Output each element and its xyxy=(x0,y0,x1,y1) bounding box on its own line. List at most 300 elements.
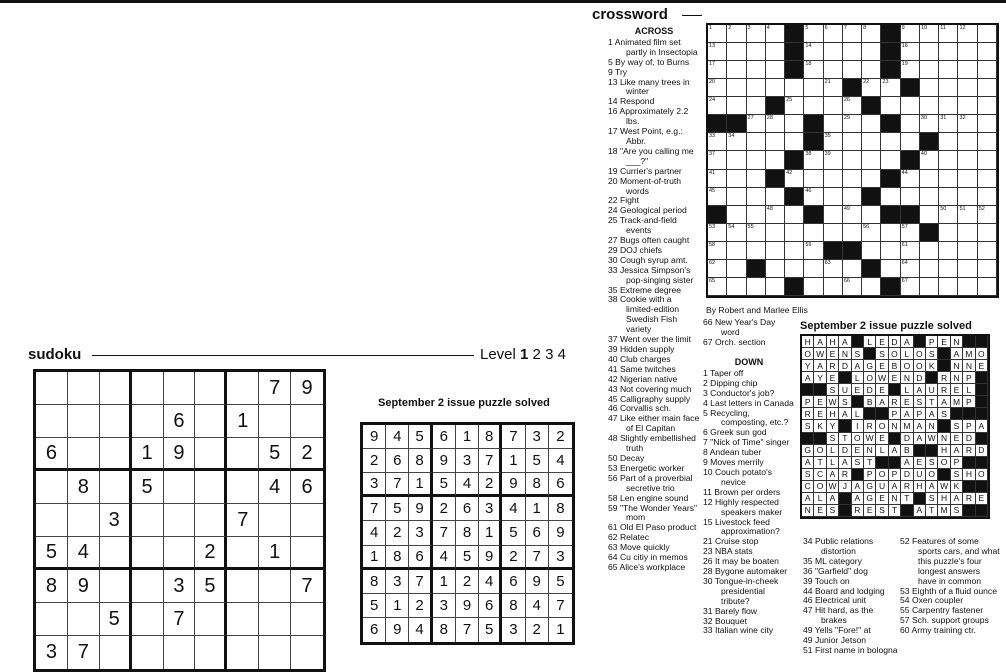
crossword-solution-cell: G xyxy=(802,445,814,457)
crossword-solution-cell: P xyxy=(926,336,938,348)
sudoku-cell: 3 xyxy=(164,570,196,603)
sudoku-solution-cell: 1 xyxy=(409,473,432,497)
clue: 35 ML category xyxy=(803,555,862,566)
sudoku-cell xyxy=(259,603,291,636)
crossword-cell xyxy=(766,188,785,206)
sudoku-solution-cell: 9 xyxy=(433,449,456,473)
crossword-cell xyxy=(862,133,881,151)
crossword-cell xyxy=(843,224,862,242)
sudoku-solution-cell: 3 xyxy=(479,497,502,521)
crossword-cell xyxy=(862,206,881,224)
crossword-solution-cell: D xyxy=(839,445,851,457)
crossword-solution-cell: E xyxy=(814,396,826,408)
crossword-cell xyxy=(843,115,862,133)
crossword-cell xyxy=(785,25,804,43)
crossword-solution-cell: P xyxy=(914,408,926,420)
sudoku-cell xyxy=(132,372,164,405)
clue: 45 Calligraphy supply xyxy=(608,393,691,404)
crossword-solution-cell: O xyxy=(914,348,926,360)
sudoku-solution-cell: 6 xyxy=(386,449,409,473)
crossword-solution-cell: S xyxy=(951,505,963,517)
crossword-cell xyxy=(824,278,843,296)
clue-number: 67 xyxy=(901,277,908,284)
clue: 1 Taper off xyxy=(703,367,744,378)
crossword-cell xyxy=(824,188,843,206)
crossword-solution-cell: S xyxy=(938,408,950,420)
crossword-solution-cell: E xyxy=(827,348,839,360)
clue-number: 23 xyxy=(882,79,889,86)
crossword-cell xyxy=(920,79,939,97)
sudoku-cell: 2 xyxy=(291,438,323,471)
crossword-cell xyxy=(804,97,823,115)
crossword-cell xyxy=(766,151,785,169)
level-2: 2 xyxy=(532,346,541,363)
clue-number: 50 xyxy=(940,205,947,212)
crossword-cell xyxy=(804,170,823,188)
crossword-cell xyxy=(862,151,881,169)
crossword-solution-cell: E xyxy=(876,360,888,372)
clue: 7 "Nick of Time" singer xyxy=(703,437,790,448)
clue: 19 Currier's partner xyxy=(608,165,682,176)
clue: 66 New Year's Day word xyxy=(703,317,776,337)
clue-number: 37 xyxy=(709,151,716,158)
crossword-solution-cell: S xyxy=(914,396,926,408)
clue-number: 20 xyxy=(709,79,716,86)
crossword-cell xyxy=(958,115,977,133)
crossword-cell xyxy=(958,260,977,278)
crossword-cell xyxy=(901,278,920,296)
crossword-cell xyxy=(824,170,843,188)
sudoku-solution-title: September 2 issue puzzle solved xyxy=(378,397,550,409)
crossword-solution-cell: O xyxy=(876,420,888,432)
crossword-cell xyxy=(939,242,958,260)
crossword-cell xyxy=(824,43,843,61)
crossword-solution-cell: L xyxy=(876,445,888,457)
crossword-cell xyxy=(920,133,939,151)
crossword-solution-cell: R xyxy=(963,445,975,457)
clue-number: 65 xyxy=(709,277,716,284)
crossword-solution-cell: T xyxy=(926,396,938,408)
sudoku-cell: 5 xyxy=(36,537,68,570)
clue: 47 Hit hard, as the brakes xyxy=(803,605,874,626)
sudoku-solution-cell: 4 xyxy=(549,449,572,473)
crossword-solution-cell: L xyxy=(901,384,913,396)
crossword-solution-cell: N xyxy=(938,433,950,445)
crossword-cell xyxy=(727,170,746,188)
sudoku-solution-cell: 4 xyxy=(386,425,409,449)
clue: 18 "Are you calling me ___?" xyxy=(608,145,694,166)
crossword-cell xyxy=(881,133,900,151)
crossword-cell xyxy=(804,43,823,61)
clue-number: 58 xyxy=(709,241,716,248)
sudoku-cell xyxy=(36,471,68,504)
crossword-solution-cell: L xyxy=(852,372,864,384)
sudoku-cell: 2 xyxy=(195,537,227,570)
crossword-cell xyxy=(939,151,958,169)
crossword-solution-cell: J xyxy=(839,481,851,493)
crossword-solution-cell: E xyxy=(876,493,888,505)
clue: 2 Dipping chip xyxy=(703,377,758,388)
sudoku-cell xyxy=(195,471,227,504)
sudoku-solution-cell: 2 xyxy=(433,497,456,521)
sudoku-solution-cell: 8 xyxy=(409,449,432,473)
crossword-solution-cell: H xyxy=(938,445,950,457)
crossword-cell xyxy=(862,260,881,278)
clue: 64 Cu citiy in memos xyxy=(608,552,688,563)
crossword-solution-cell xyxy=(938,360,950,372)
crossword-cell xyxy=(978,97,997,115)
crossword-cell xyxy=(958,278,977,296)
sudoku-solution-cell: 3 xyxy=(363,473,386,497)
crossword-cell xyxy=(804,115,823,133)
crossword-cell xyxy=(766,170,785,188)
sudoku-cell xyxy=(68,405,100,438)
sudoku-solution-cell: 5 xyxy=(433,473,456,497)
crossword-cell xyxy=(785,61,804,79)
sudoku-cell xyxy=(227,372,259,405)
crossword-solution-cell: D xyxy=(976,445,988,457)
sudoku-solution-cell: 5 xyxy=(409,425,432,449)
sudoku-cell: 1 xyxy=(132,438,164,471)
clue-number: 17 xyxy=(709,61,716,68)
crossword-solution-cell: E xyxy=(976,493,988,505)
crossword-solution-cell: A xyxy=(802,457,814,469)
clue-number: 64 xyxy=(901,259,908,266)
crossword-solution-cell xyxy=(976,384,988,396)
crossword-solution-cell: P xyxy=(802,396,814,408)
clue: 9 Moves merrily xyxy=(703,457,764,468)
sudoku-solution-cell: 9 xyxy=(363,425,386,449)
crossword-cell xyxy=(978,188,997,206)
sudoku-solution-cell: 1 xyxy=(363,546,386,570)
crossword-cell xyxy=(881,25,900,43)
crossword-solution-cell: E xyxy=(827,372,839,384)
crossword-solution-cell xyxy=(802,433,814,445)
crossword-cell xyxy=(843,43,862,61)
sudoku-solution-cell: 6 xyxy=(363,618,386,642)
crossword-cell xyxy=(747,224,766,242)
crossword-cell xyxy=(766,224,785,242)
clue-number: 12 xyxy=(959,25,966,31)
sudoku-solution-cell: 9 xyxy=(456,594,479,618)
clue: 30 Tongue-in-cheek presidential tribute? xyxy=(703,575,779,606)
crossword-cell xyxy=(978,170,997,188)
sudoku-cell: 9 xyxy=(68,570,100,603)
crossword-solution-cell: A xyxy=(876,396,888,408)
sudoku-cell xyxy=(164,471,196,504)
sudoku-solution-cell: 9 xyxy=(386,618,409,642)
crossword-solution-cell xyxy=(864,408,876,420)
crossword-cell xyxy=(901,43,920,61)
crossword-cell xyxy=(747,79,766,97)
sudoku-solution-cell: 5 xyxy=(386,497,409,521)
level-label xyxy=(480,346,566,363)
crossword-cell xyxy=(708,224,727,242)
crossword-solution-cell xyxy=(963,481,975,493)
sudoku-cell xyxy=(164,372,196,405)
crossword-solution-cell: R xyxy=(827,360,839,372)
crossword-solution-cell: S xyxy=(926,348,938,360)
crossword-cell xyxy=(843,260,862,278)
sudoku-solution-cell: 2 xyxy=(549,425,572,449)
sudoku-solution-cell: 3 xyxy=(409,521,432,545)
crossword-cell xyxy=(920,25,939,43)
crossword-cell xyxy=(881,79,900,97)
crossword-cell xyxy=(708,79,727,97)
sudoku-cell xyxy=(100,471,132,504)
crossword-cell xyxy=(901,25,920,43)
crossword-solution-cell: U xyxy=(876,481,888,493)
clue-number: 21 xyxy=(824,79,831,86)
clue-number: 6 xyxy=(824,25,828,31)
clue: 33 Italian wine city xyxy=(703,625,774,636)
crossword-solution-cell: D xyxy=(864,384,876,396)
crossword-solution-cell: R xyxy=(889,396,901,408)
sudoku-title-rule xyxy=(92,355,474,356)
crossword-solution-cell xyxy=(889,384,901,396)
across-clues xyxy=(608,27,700,573)
clue: 56 Part of a proverbial secretive trio xyxy=(608,472,693,493)
sudoku-cell: 6 xyxy=(291,471,323,504)
crossword-cell xyxy=(727,115,746,133)
sudoku-solution-cell: 7 xyxy=(433,521,456,545)
crossword-cell xyxy=(708,61,727,79)
crossword-cell xyxy=(920,61,939,79)
crossword-solution-cell: P xyxy=(889,408,901,420)
clue-number: 31 xyxy=(940,115,947,122)
crossword-cell xyxy=(843,206,862,224)
crossword-solution-cell: S xyxy=(926,493,938,505)
clue: 51 First name in bologna xyxy=(803,644,898,655)
sudoku-solution-cell: 4 xyxy=(479,570,502,594)
sudoku-cell: 7 xyxy=(227,504,259,537)
clue: 38 Cookie with a limited-edition Swedish Fish variety xyxy=(608,294,680,335)
crossword-solution-cell: S xyxy=(852,348,864,360)
sudoku-solution-cell: 2 xyxy=(479,473,502,497)
crossword-solution-cell: A xyxy=(926,408,938,420)
crossword-solution-cell: S xyxy=(802,469,814,481)
clue-number: 32 xyxy=(959,115,966,122)
crossword-solution-cell: O xyxy=(938,457,950,469)
clue: 3 Conductor's job? xyxy=(703,387,775,398)
crossword-cell xyxy=(862,188,881,206)
crossword-solution-cell xyxy=(852,336,864,348)
clue-number: 49 xyxy=(843,205,850,212)
crossword-cell xyxy=(862,25,881,43)
clue-number: 18 xyxy=(805,61,812,68)
sudoku-solution-cell: 4 xyxy=(409,618,432,642)
sudoku-cell: 7 xyxy=(164,603,196,636)
sudoku-solution-cell: 1 xyxy=(433,570,456,594)
sudoku-cell: 1 xyxy=(259,537,291,570)
crossword-cell xyxy=(978,206,997,224)
crossword-cell xyxy=(881,242,900,260)
sudoku-solution-cell: 3 xyxy=(386,570,409,594)
sudoku-cell xyxy=(132,603,164,636)
sudoku-cell xyxy=(132,636,164,669)
sudoku-solution-cell: 3 xyxy=(549,546,572,570)
crossword-cell xyxy=(785,206,804,224)
crossword-cell xyxy=(824,242,843,260)
crossword-cell xyxy=(804,260,823,278)
crossword-cell xyxy=(708,188,727,206)
crossword-solution-cell: N xyxy=(901,372,913,384)
crossword-solution-cell: L xyxy=(852,408,864,420)
crossword-solution-cell xyxy=(901,505,913,517)
crossword-cell xyxy=(708,260,727,278)
crossword-cell xyxy=(747,61,766,79)
sudoku-cell xyxy=(132,504,164,537)
crossword-cell xyxy=(978,260,997,278)
sudoku-cell xyxy=(100,537,132,570)
crossword-cell xyxy=(920,115,939,133)
crossword-solution-cell: B xyxy=(864,396,876,408)
sudoku-cell xyxy=(36,504,68,537)
clue-number: 13 xyxy=(709,43,716,50)
sudoku-solution-cell: 2 xyxy=(456,570,479,594)
crossword-solution-cell: W xyxy=(827,396,839,408)
crossword-solution-cell: A xyxy=(938,396,950,408)
clue-number: 34 xyxy=(728,133,735,140)
crossword-cell xyxy=(862,224,881,242)
crossword-solution-cell: A xyxy=(839,457,851,469)
clue-number: 24 xyxy=(709,97,716,104)
crossword-solution-cell: E xyxy=(814,408,826,420)
crossword-solution-cell: D xyxy=(914,372,926,384)
crossword-solution-cell: K xyxy=(951,481,963,493)
clue: 16 Approximately 2.2 lbs. xyxy=(608,106,689,127)
crossword-cell xyxy=(727,43,746,61)
crossword-cell xyxy=(824,133,843,151)
clue: 8 Andean tuber xyxy=(703,447,762,458)
clue: 39 Touch on xyxy=(803,575,850,586)
crossword-cell xyxy=(843,151,862,169)
sudoku-solution-cell: 9 xyxy=(526,570,549,594)
crossword-cell xyxy=(785,79,804,97)
crossword-cell xyxy=(881,61,900,79)
crossword-solution-cell: A xyxy=(901,336,913,348)
crossword-solution-cell: L xyxy=(901,348,913,360)
crossword-solution-cell: H xyxy=(914,481,926,493)
sudoku-cell: 1 xyxy=(227,405,259,438)
sudoku-solution-cell: 9 xyxy=(409,497,432,521)
crossword-solution-cell: N xyxy=(802,505,814,517)
clue: 61 Old El Paso product xyxy=(608,522,697,533)
clue: 10 Couch potato's nevice xyxy=(703,466,773,487)
clue-number: 35 xyxy=(824,133,831,140)
clue-number: 53 xyxy=(709,223,716,230)
crossword-cell xyxy=(804,79,823,97)
crossword-cell xyxy=(881,170,900,188)
clue: 42 Nigerian native xyxy=(608,373,678,384)
crossword-cell xyxy=(862,242,881,260)
crossword-cell xyxy=(766,242,785,260)
crossword-solution-cell xyxy=(876,457,888,469)
crossword-cell xyxy=(785,260,804,278)
clue: 60 Army training ctr. xyxy=(900,625,976,636)
crossword-cell xyxy=(901,224,920,242)
crossword-solution-cell: M xyxy=(951,396,963,408)
clue: 24 Geological period xyxy=(608,205,687,216)
crossword-cell xyxy=(804,224,823,242)
clue: 14 Respond xyxy=(608,96,655,107)
crossword-solution-cell xyxy=(976,505,988,517)
sudoku-solution-cell: 1 xyxy=(479,521,502,545)
sudoku-solution-cell: 8 xyxy=(456,521,479,545)
crossword-cell xyxy=(939,278,958,296)
crossword-cell xyxy=(766,43,785,61)
crossword-solution-cell: S xyxy=(951,420,963,432)
crossword-solution-cell: E xyxy=(976,360,988,372)
sudoku-cell: 4 xyxy=(68,537,100,570)
crossword-solution-cell: L xyxy=(827,457,839,469)
clue: 28 Bygone automaker xyxy=(703,566,788,577)
crossword-cell xyxy=(881,115,900,133)
crossword-cell xyxy=(747,133,766,151)
crossword-solution-cell xyxy=(852,396,864,408)
clue: 15 Livestock feed approximation? xyxy=(703,516,780,537)
clue-number: 9 xyxy=(901,25,905,31)
clue-number: 28 xyxy=(766,115,773,122)
crossword-solution-cell: O xyxy=(802,348,814,360)
crossword-solution-cell: A xyxy=(951,348,963,360)
crossword-solution-cell: U xyxy=(914,469,926,481)
clue-number: 39 xyxy=(824,151,831,158)
down-clues-cont-2 xyxy=(900,537,1000,636)
crossword-cell xyxy=(862,115,881,133)
crossword-cell xyxy=(978,242,997,260)
clue: 65 Alice's workplace xyxy=(608,561,686,572)
sudoku-solution-cell: 5 xyxy=(363,594,386,618)
crossword-solution-cell: T xyxy=(864,457,876,469)
crossword-cell xyxy=(785,133,804,151)
crossword-cell xyxy=(824,151,843,169)
crossword-solution-cell: A xyxy=(914,420,926,432)
crossword-solution-cell: Y xyxy=(827,420,839,432)
sudoku-title: sudoku xyxy=(28,346,82,363)
clue-number: 56 xyxy=(863,223,870,230)
crossword-cell xyxy=(843,79,862,97)
sudoku-solution-cell: 6 xyxy=(549,473,572,497)
crossword-cell xyxy=(978,151,997,169)
clue: 48 Slightly embellished truth xyxy=(608,433,696,454)
clue: 9 Try xyxy=(608,66,628,77)
clue: 58 Len engine sound xyxy=(608,492,689,503)
crossword-cell xyxy=(804,133,823,151)
clue-number: 59 xyxy=(805,241,812,248)
crossword-cell xyxy=(920,170,939,188)
crossword-solution-cell: D xyxy=(901,433,913,445)
crossword-solution-cell: C xyxy=(814,469,826,481)
across-clues-cont xyxy=(703,318,795,348)
crossword-solution-cell: W xyxy=(864,433,876,445)
crossword-solution-cell xyxy=(963,505,975,517)
crossword-cell xyxy=(881,260,900,278)
crossword-solution-cell: E xyxy=(876,336,888,348)
crossword-cell xyxy=(862,79,881,97)
crossword-solution-cell: U xyxy=(926,384,938,396)
crossword-solution-cell: S xyxy=(839,396,851,408)
sudoku-solution-cell: 4 xyxy=(502,497,525,521)
crossword-solution-cell: O xyxy=(926,469,938,481)
sudoku-cell xyxy=(227,636,259,669)
clue-number: 25 xyxy=(786,97,793,104)
crossword-cell xyxy=(958,188,977,206)
crossword-cell xyxy=(785,115,804,133)
crossword-cell xyxy=(939,61,958,79)
sudoku-solution-cell: 1 xyxy=(556,621,565,639)
crossword-solution-cell: G xyxy=(864,493,876,505)
